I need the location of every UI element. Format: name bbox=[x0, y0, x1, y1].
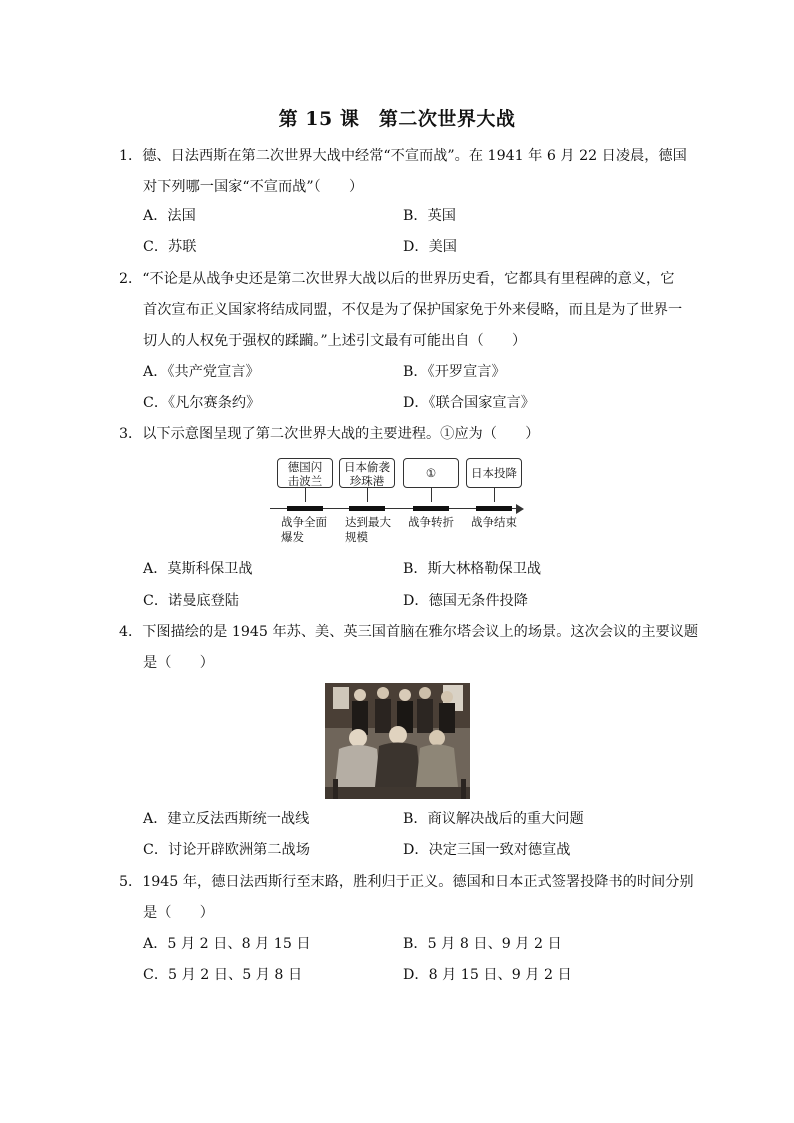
timeline-marker bbox=[476, 506, 512, 511]
q5-stem-line1: 5．1945 年，德日法西斯行至末路，胜利归于正义。德国和日本正式签署投降书的时间分别 bbox=[119, 874, 694, 890]
q4-stem-line2: 是（ ） bbox=[143, 655, 214, 671]
q4-option-d[interactable]: D．决定三国一致对德宣战 bbox=[403, 842, 571, 858]
q2-option-b[interactable]: B．《开罗宣言》 bbox=[403, 364, 506, 380]
q4-option-c[interactable]: C．讨论开辟欧洲第二战场 bbox=[143, 842, 310, 858]
timeline-box-3: ① bbox=[403, 458, 459, 488]
q1-stem-line1: 1．德、日法西斯在第二次世界大战中经常“不宣而战”。在 1941 年 6 月 22 日凌晨，德国 bbox=[119, 148, 687, 164]
timeline-label-3: 战争转折 bbox=[408, 515, 454, 529]
timeline-box-1 bbox=[277, 458, 333, 488]
timeline-box-1-line2: 击波兰 bbox=[287, 474, 323, 488]
q4-option-a[interactable]: A．建立反法西斯统一战线 bbox=[143, 811, 310, 827]
timeline-connector bbox=[305, 488, 306, 502]
timeline-box-4: 日本投降 bbox=[466, 458, 522, 488]
page-title: 第 15 课 第二次世界大战 bbox=[278, 108, 516, 130]
timeline-label-2-line1: 达到最大 bbox=[345, 515, 391, 529]
timeline-connector bbox=[367, 488, 368, 502]
q5-option-a[interactable]: A．5 月 2 日、8 月 15 日 bbox=[143, 936, 311, 952]
q3-option-d[interactable]: D．德国无条件投降 bbox=[403, 593, 528, 609]
q5-option-d[interactable]: D．8 月 15 日、9 月 2 日 bbox=[403, 967, 572, 983]
timeline-marker bbox=[413, 506, 449, 511]
q2-stem-line1: 2．“不论是从战争史还是第二次世界大战以后的世界历史看，它都具有里程碑的意义，它 bbox=[119, 271, 675, 287]
q5-option-c[interactable]: C．5 月 2 日、5 月 8 日 bbox=[143, 967, 303, 983]
timeline-label-2 bbox=[345, 515, 391, 545]
timeline-label-1 bbox=[281, 515, 327, 545]
timeline-diagram bbox=[270, 456, 530, 551]
q3-option-b[interactable]: B．斯大林格勒保卫战 bbox=[403, 561, 542, 577]
q3-option-c[interactable]: C．诺曼底登陆 bbox=[143, 593, 239, 609]
q4-stem-line1: 4．下图描绘的是 1945 年苏、美、英三国首脑在雅尔塔会议上的场景。这次会议的主要议题 bbox=[119, 624, 699, 640]
timeline-arrow-icon bbox=[516, 504, 524, 514]
timeline-marker bbox=[349, 506, 385, 511]
timeline-marker bbox=[287, 506, 323, 511]
q5-stem-line2: 是（ ） bbox=[143, 905, 214, 921]
q1-option-a[interactable]: A．法国 bbox=[143, 208, 196, 224]
yalta-conference-photo bbox=[325, 683, 470, 799]
q5-option-b[interactable]: B．5 月 8 日、9 月 2 日 bbox=[403, 936, 562, 952]
q1-option-b[interactable]: B．英国 bbox=[403, 208, 456, 224]
timeline-box-2-line1: 日本偷袭 bbox=[344, 460, 390, 474]
q4-option-b[interactable]: B．商议解决战后的重大问题 bbox=[403, 811, 584, 827]
timeline-connector bbox=[494, 488, 495, 502]
timeline-box-2 bbox=[339, 458, 395, 488]
q3-option-a[interactable]: A．莫斯科保卫战 bbox=[143, 561, 253, 577]
q1-option-d[interactable]: D．美国 bbox=[403, 239, 457, 255]
timeline-label-4: 战争结束 bbox=[471, 515, 517, 529]
timeline-box-2-line2: 珍珠港 bbox=[349, 474, 385, 488]
q2-stem-line2: 首次宣布正义国家将结成同盟，不仅是为了保护国家免于外来侵略，而且是为了世界一 bbox=[143, 302, 683, 318]
timeline-label-1-line2: 爆发 bbox=[281, 530, 304, 544]
q1-option-c[interactable]: C．苏联 bbox=[143, 239, 197, 255]
q3-stem-line1: 3．以下示意图呈现了第二次世界大战的主要进程。①应为（ ） bbox=[119, 426, 540, 442]
timeline-connector bbox=[431, 488, 432, 502]
q1-stem-line2: 对下列哪一国家“不宣而战”（ ） bbox=[143, 179, 364, 195]
q2-option-c[interactable]: C．《凡尔赛条约》 bbox=[143, 395, 261, 411]
timeline-label-2-line2: 规模 bbox=[345, 530, 368, 544]
timeline-label-1-line1: 战争全面 bbox=[281, 515, 327, 529]
timeline-box-1-line1: 德国闪 bbox=[287, 460, 323, 474]
q2-option-d[interactable]: D．《联合国家宣言》 bbox=[403, 395, 535, 411]
q2-option-a[interactable]: A．《共产党宣言》 bbox=[143, 364, 260, 380]
q2-stem-line3: 切人的人权免于强权的蹂躏。”上述引文最有可能出自（ ） bbox=[143, 333, 527, 349]
